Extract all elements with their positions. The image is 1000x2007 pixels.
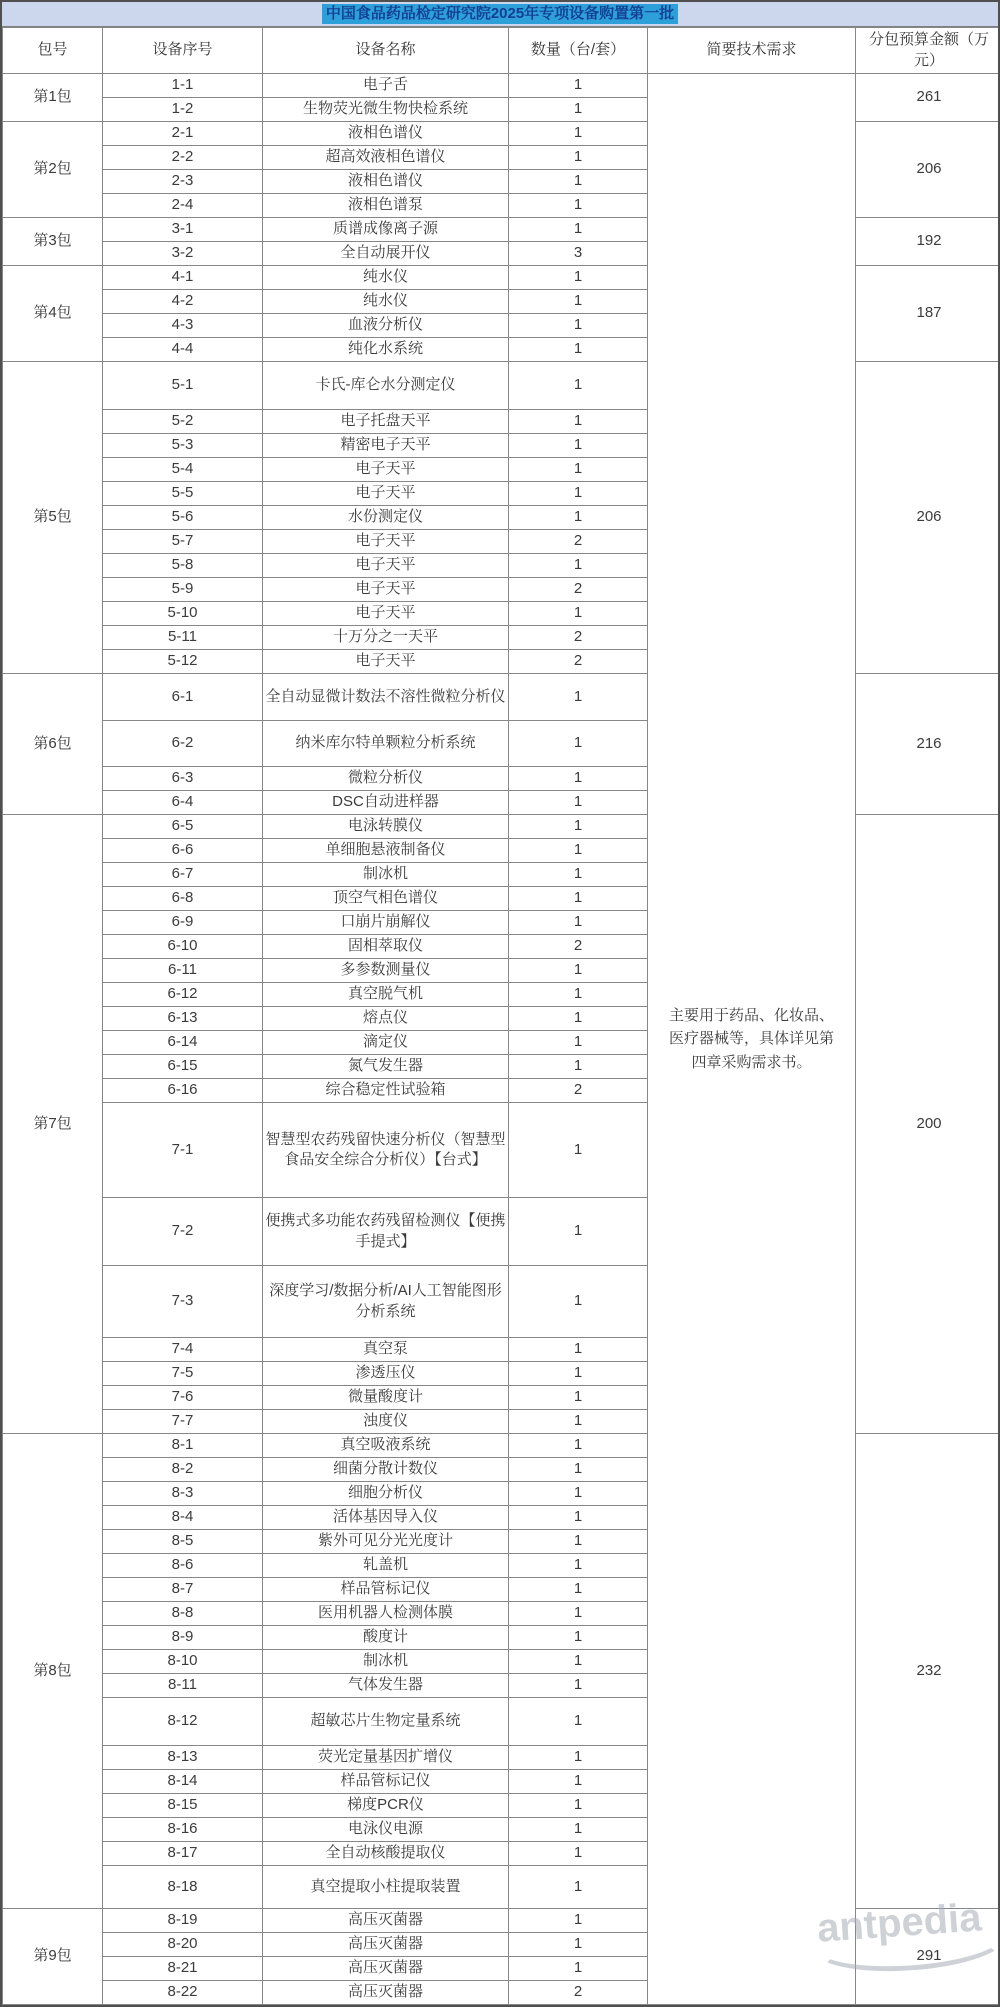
quantity-cell: 1: [509, 1530, 648, 1554]
equipment-serial-cell: 8-9: [103, 1626, 263, 1650]
equipment-serial-cell: 5-4: [103, 458, 263, 482]
quantity-cell: 2: [509, 1079, 648, 1103]
equipment-serial-cell: 2-2: [103, 146, 263, 170]
equipment-serial-cell: 8-15: [103, 1794, 263, 1818]
package-number-cell: 第1包: [3, 74, 103, 122]
package-number-cell: 第7包: [3, 815, 103, 1434]
quantity-cell: 1: [509, 314, 648, 338]
quantity-cell: 1: [509, 410, 648, 434]
quantity-cell: 1: [509, 290, 648, 314]
header-row: [3, 28, 1000, 74]
quantity-cell: 1: [509, 1909, 648, 1933]
quantity-cell: 1: [509, 338, 648, 362]
equipment-name-cell: 综合稳定性试验箱: [263, 1079, 509, 1103]
equipment-name-cell: 电子天平: [263, 458, 509, 482]
equipment-name-cell: 超高效液相色谱仪: [263, 146, 509, 170]
equipment-name-cell: DSC自动进样器: [263, 791, 509, 815]
equipment-serial-cell: 8-13: [103, 1746, 263, 1770]
quantity-cell: 1: [509, 674, 648, 721]
quantity-cell: 1: [509, 1198, 648, 1266]
equipment-name-cell: 浊度仪: [263, 1410, 509, 1434]
quantity-cell: 1: [509, 1386, 648, 1410]
equipment-serial-cell: 5-8: [103, 554, 263, 578]
equipment-name-cell: 超敏芯片生物定量系统: [263, 1698, 509, 1746]
equipment-name-cell: 全自动显微计数法不溶性微粒分析仪: [263, 674, 509, 721]
equipment-serial-cell: 3-1: [103, 218, 263, 242]
quantity-cell: 1: [509, 1506, 648, 1530]
quantity-cell: 1: [509, 839, 648, 863]
quantity-cell: 1: [509, 767, 648, 791]
antpedia-watermark-text: antpedia: [816, 1895, 983, 1950]
equipment-serial-cell: 5-12: [103, 650, 263, 674]
equipment-serial-cell: 6-14: [103, 1031, 263, 1055]
equipment-name-cell: 荧光定量基因扩增仪: [263, 1746, 509, 1770]
equipment-name-cell: 细胞分析仪: [263, 1482, 509, 1506]
package-number-cell: 第3包: [3, 218, 103, 266]
equipment-serial-cell: 8-18: [103, 1866, 263, 1909]
equipment-name-cell: 单细胞悬液制备仪: [263, 839, 509, 863]
tech-requirement-text: 主要用于药品、化妆品、医疗器械等，具体详见第四章采购需求书。: [650, 1004, 853, 1074]
equipment-serial-cell: 6-11: [103, 959, 263, 983]
quantity-cell: 1: [509, 506, 648, 530]
equipment-serial-cell: 6-4: [103, 791, 263, 815]
equipment-name-cell: 口崩片崩解仪: [263, 911, 509, 935]
equipment-serial-cell: 1-2: [103, 98, 263, 122]
quantity-cell: 1: [509, 815, 648, 839]
equipment-table: [2, 27, 1000, 2005]
equipment-name-cell: 高压灭菌器: [263, 1981, 509, 2005]
package-number-cell: 第2包: [3, 122, 103, 218]
equipment-serial-cell: 8-17: [103, 1842, 263, 1866]
equipment-name-cell: 生物荧光微生物快检系统: [263, 98, 509, 122]
equipment-serial-cell: 5-6: [103, 506, 263, 530]
quantity-cell: 1: [509, 1794, 648, 1818]
quantity-cell: 1: [509, 887, 648, 911]
equipment-name-cell: 真空脱气机: [263, 983, 509, 1007]
equipment-serial-cell: 8-11: [103, 1674, 263, 1698]
equipment-name-cell: 样品管标记仪: [263, 1770, 509, 1794]
equipment-serial-cell: 6-5: [103, 815, 263, 839]
budget-amount-cell: 206: [856, 362, 1000, 674]
quantity-cell: 1: [509, 1482, 648, 1506]
equipment-name-cell: 电子天平: [263, 530, 509, 554]
page-title: 中国食品药品检定研究院2025年专项设备购置第一批: [322, 4, 678, 24]
equipment-serial-cell: 5-1: [103, 362, 263, 410]
equipment-serial-cell: 8-2: [103, 1458, 263, 1482]
equipment-name-cell: 电泳仪电源: [263, 1818, 509, 1842]
equipment-serial-cell: 6-10: [103, 935, 263, 959]
quantity-cell: 1: [509, 863, 648, 887]
equipment-name-cell: 真空泵: [263, 1338, 509, 1362]
equipment-name-cell: 液相色谱仪: [263, 122, 509, 146]
quantity-cell: 1: [509, 911, 648, 935]
equipment-serial-cell: 7-1: [103, 1103, 263, 1198]
equipment-name-cell: 全自动展开仪: [263, 242, 509, 266]
quantity-cell: 1: [509, 1007, 648, 1031]
quantity-cell: 2: [509, 626, 648, 650]
quantity-cell: 1: [509, 1434, 648, 1458]
package-number-cell: 第4包: [3, 266, 103, 362]
equipment-name-cell: 酸度计: [263, 1626, 509, 1650]
equipment-serial-cell: 4-3: [103, 314, 263, 338]
column-header-name: 设备名称: [263, 28, 509, 74]
quantity-cell: 1: [509, 1746, 648, 1770]
quantity-cell: 1: [509, 458, 648, 482]
budget-amount-cell: 192: [856, 218, 1000, 266]
quantity-cell: 1: [509, 1818, 648, 1842]
equipment-name-cell: 电子托盘天平: [263, 410, 509, 434]
quantity-cell: 1: [509, 1266, 648, 1338]
equipment-serial-cell: 7-5: [103, 1362, 263, 1386]
tech-requirement-cell: [648, 74, 856, 2005]
equipment-serial-cell: 5-3: [103, 434, 263, 458]
column-header-qty: 数量（台/套）: [509, 28, 648, 74]
equipment-serial-cell: 7-3: [103, 1266, 263, 1338]
equipment-serial-cell: 8-8: [103, 1602, 263, 1626]
equipment-name-cell: 气体发生器: [263, 1674, 509, 1698]
column-header-serial: 设备序号: [103, 28, 263, 74]
equipment-serial-cell: 8-21: [103, 1957, 263, 1981]
equipment-name-cell: 样品管标记仪: [263, 1578, 509, 1602]
equipment-name-cell: 紫外可见分光光度计: [263, 1530, 509, 1554]
quantity-cell: 1: [509, 1866, 648, 1909]
quantity-cell: 1: [509, 1458, 648, 1482]
budget-amount-cell: 216: [856, 674, 1000, 815]
quantity-cell: 1: [509, 1770, 648, 1794]
equipment-serial-cell: 5-2: [103, 410, 263, 434]
equipment-serial-cell: 6-2: [103, 721, 263, 767]
equipment-serial-cell: 6-3: [103, 767, 263, 791]
quantity-cell: 1: [509, 1674, 648, 1698]
quantity-cell: 1: [509, 434, 648, 458]
equipment-serial-cell: 4-2: [103, 290, 263, 314]
quantity-cell: 1: [509, 194, 648, 218]
equipment-name-cell: 梯度PCR仪: [263, 1794, 509, 1818]
quantity-cell: 1: [509, 98, 648, 122]
equipment-name-cell: 十万分之一天平: [263, 626, 509, 650]
budget-amount-cell: 291: [856, 1909, 1000, 2005]
equipment-name-cell: 纯化水系统: [263, 338, 509, 362]
equipment-name-cell: 高压灭菌器: [263, 1957, 509, 1981]
quantity-cell: 1: [509, 1410, 648, 1434]
equipment-name-cell: 质谱成像离子源: [263, 218, 509, 242]
equipment-name-cell: 电子天平: [263, 650, 509, 674]
equipment-name-cell: 真空提取小柱提取装置: [263, 1866, 509, 1909]
equipment-name-cell: 全自动核酸提取仪: [263, 1842, 509, 1866]
equipment-name-cell: 电子天平: [263, 482, 509, 506]
quantity-cell: 1: [509, 554, 648, 578]
equipment-serial-cell: 6-7: [103, 863, 263, 887]
equipment-name-cell: 纳米库尔特单颗粒分析系统: [263, 721, 509, 767]
column-header-package: 包号: [3, 28, 103, 74]
equipment-name-cell: 真空吸液系统: [263, 1434, 509, 1458]
budget-amount-cell: 261: [856, 74, 1000, 122]
equipment-serial-cell: 7-7: [103, 1410, 263, 1434]
equipment-serial-cell: 4-4: [103, 338, 263, 362]
equipment-serial-cell: 8-12: [103, 1698, 263, 1746]
equipment-serial-cell: 8-1: [103, 1434, 263, 1458]
equipment-serial-cell: 8-10: [103, 1650, 263, 1674]
equipment-name-cell: 精密电子天平: [263, 434, 509, 458]
equipment-serial-cell: 5-7: [103, 530, 263, 554]
quantity-cell: 1: [509, 1626, 648, 1650]
equipment-serial-cell: 6-12: [103, 983, 263, 1007]
equipment-name-cell: 便携式多功能农药残留检测仪【便携手提式】: [263, 1198, 509, 1266]
quantity-cell: 1: [509, 959, 648, 983]
quantity-cell: 1: [509, 218, 648, 242]
equipment-serial-cell: 7-2: [103, 1198, 263, 1266]
equipment-serial-cell: 6-16: [103, 1079, 263, 1103]
quantity-cell: 1: [509, 74, 648, 98]
quantity-cell: 1: [509, 1362, 648, 1386]
equipment-name-cell: 氮气发生器: [263, 1055, 509, 1079]
equipment-name-cell: 多参数测量仪: [263, 959, 509, 983]
equipment-name-cell: 智慧型农药残留快速分析仪（智慧型食品安全综合分析仪）【台式】: [263, 1103, 509, 1198]
equipment-serial-cell: 5-5: [103, 482, 263, 506]
package-number-cell: 第8包: [3, 1434, 103, 1909]
equipment-name-cell: 微粒分析仪: [263, 767, 509, 791]
equipment-serial-cell: 6-1: [103, 674, 263, 721]
quantity-cell: 1: [509, 602, 648, 626]
budget-amount-cell: 232: [856, 1434, 1000, 1909]
equipment-serial-cell: 5-9: [103, 578, 263, 602]
quantity-cell: 1: [509, 362, 648, 410]
equipment-name-cell: 高压灭菌器: [263, 1933, 509, 1957]
equipment-name-cell: 顶空气相色谱仪: [263, 887, 509, 911]
quantity-cell: 1: [509, 1578, 648, 1602]
equipment-name-cell: 渗透压仪: [263, 1362, 509, 1386]
quantity-cell: 1: [509, 1933, 648, 1957]
package-number-cell: 第9包: [3, 1909, 103, 2005]
equipment-name-cell: 制冰机: [263, 863, 509, 887]
equipment-name-cell: 高压灭菌器: [263, 1909, 509, 1933]
equipment-name-cell: 微量酸度计: [263, 1386, 509, 1410]
quantity-cell: 1: [509, 482, 648, 506]
equipment-serial-cell: 2-4: [103, 194, 263, 218]
equipment-name-cell: 滴定仪: [263, 1031, 509, 1055]
equipment-serial-cell: 8-5: [103, 1530, 263, 1554]
quantity-cell: 2: [509, 578, 648, 602]
equipment-serial-cell: 8-20: [103, 1933, 263, 1957]
quantity-cell: 1: [509, 791, 648, 815]
equipment-name-cell: 卡氏-库仑水分测定仪: [263, 362, 509, 410]
quantity-cell: 2: [509, 650, 648, 674]
equipment-serial-cell: 5-10: [103, 602, 263, 626]
quantity-cell: 1: [509, 122, 648, 146]
quantity-cell: 1: [509, 1650, 648, 1674]
equipment-serial-cell: 6-13: [103, 1007, 263, 1031]
equipment-serial-cell: 8-3: [103, 1482, 263, 1506]
equipment-serial-cell: 6-8: [103, 887, 263, 911]
quantity-cell: 1: [509, 721, 648, 767]
budget-amount-cell: 187: [856, 266, 1000, 362]
equipment-name-cell: 液相色谱仪: [263, 170, 509, 194]
equipment-name-cell: 活体基因导入仪: [263, 1506, 509, 1530]
quantity-cell: 1: [509, 1842, 648, 1866]
equipment-serial-cell: 6-6: [103, 839, 263, 863]
quantity-cell: 1: [509, 1554, 648, 1578]
quantity-cell: 1: [509, 1338, 648, 1362]
equipment-name-cell: 纯水仪: [263, 266, 509, 290]
quantity-cell: 1: [509, 1031, 648, 1055]
equipment-serial-cell: 8-19: [103, 1909, 263, 1933]
column-header-budget: 分包预算金额（万元）: [856, 28, 1000, 74]
quantity-cell: 2: [509, 1981, 648, 2005]
equipment-name-cell: 液相色谱泵: [263, 194, 509, 218]
equipment-serial-cell: 8-16: [103, 1818, 263, 1842]
equipment-serial-cell: 7-6: [103, 1386, 263, 1410]
equipment-serial-cell: 7-4: [103, 1338, 263, 1362]
equipment-name-cell: 细菌分散计数仪: [263, 1458, 509, 1482]
quantity-cell: 1: [509, 1103, 648, 1198]
equipment-serial-cell: 8-14: [103, 1770, 263, 1794]
equipment-name-cell: 水份测定仪: [263, 506, 509, 530]
equipment-serial-cell: 6-9: [103, 911, 263, 935]
quantity-cell: 3: [509, 242, 648, 266]
equipment-name-cell: 电子舌: [263, 74, 509, 98]
equipment-name-cell: 深度学习/数据分析/AI人工智能图形分析系统: [263, 1266, 509, 1338]
column-header-tech: 简要技术需求: [648, 28, 856, 74]
equipment-serial-cell: 8-7: [103, 1578, 263, 1602]
equipment-name-cell: 制冰机: [263, 1650, 509, 1674]
quantity-cell: 1: [509, 983, 648, 1007]
budget-amount-cell: 200: [856, 815, 1000, 1434]
equipment-serial-cell: 4-1: [103, 266, 263, 290]
quantity-cell: 1: [509, 1055, 648, 1079]
equipment-serial-cell: 1-1: [103, 74, 263, 98]
equipment-serial-cell: 8-22: [103, 1981, 263, 2005]
equipment-serial-cell: 8-4: [103, 1506, 263, 1530]
equipment-name-cell: 纯水仪: [263, 290, 509, 314]
equipment-name-cell: 医用机器人检测体膜: [263, 1602, 509, 1626]
equipment-name-cell: 血液分析仪: [263, 314, 509, 338]
equipment-name-cell: 固相萃取仪: [263, 935, 509, 959]
equipment-serial-cell: 5-11: [103, 626, 263, 650]
equipment-name-cell: 轧盖机: [263, 1554, 509, 1578]
title-bar: [2, 2, 998, 27]
quantity-cell: 1: [509, 266, 648, 290]
equipment-serial-cell: 6-15: [103, 1055, 263, 1079]
quantity-cell: 1: [509, 1698, 648, 1746]
package-number-cell: 第5包: [3, 362, 103, 674]
equipment-serial-cell: 3-2: [103, 242, 263, 266]
equipment-name-cell: 电子天平: [263, 578, 509, 602]
equipment-name-cell: 电子天平: [263, 602, 509, 626]
quantity-cell: 1: [509, 1602, 648, 1626]
quantity-cell: 1: [509, 1957, 648, 1981]
table-row: [3, 74, 1000, 98]
equipment-name-cell: 电泳转膜仪: [263, 815, 509, 839]
package-number-cell: 第6包: [3, 674, 103, 815]
quantity-cell: 1: [509, 170, 648, 194]
equipment-serial-cell: 8-6: [103, 1554, 263, 1578]
quantity-cell: 2: [509, 935, 648, 959]
budget-amount-cell: 206: [856, 122, 1000, 218]
quantity-cell: 1: [509, 146, 648, 170]
equipment-name-cell: 电子天平: [263, 554, 509, 578]
table-body: [3, 74, 1000, 2005]
equipment-name-cell: 熔点仪: [263, 1007, 509, 1031]
equipment-serial-cell: 2-1: [103, 122, 263, 146]
equipment-serial-cell: 2-3: [103, 170, 263, 194]
quantity-cell: 2: [509, 530, 648, 554]
